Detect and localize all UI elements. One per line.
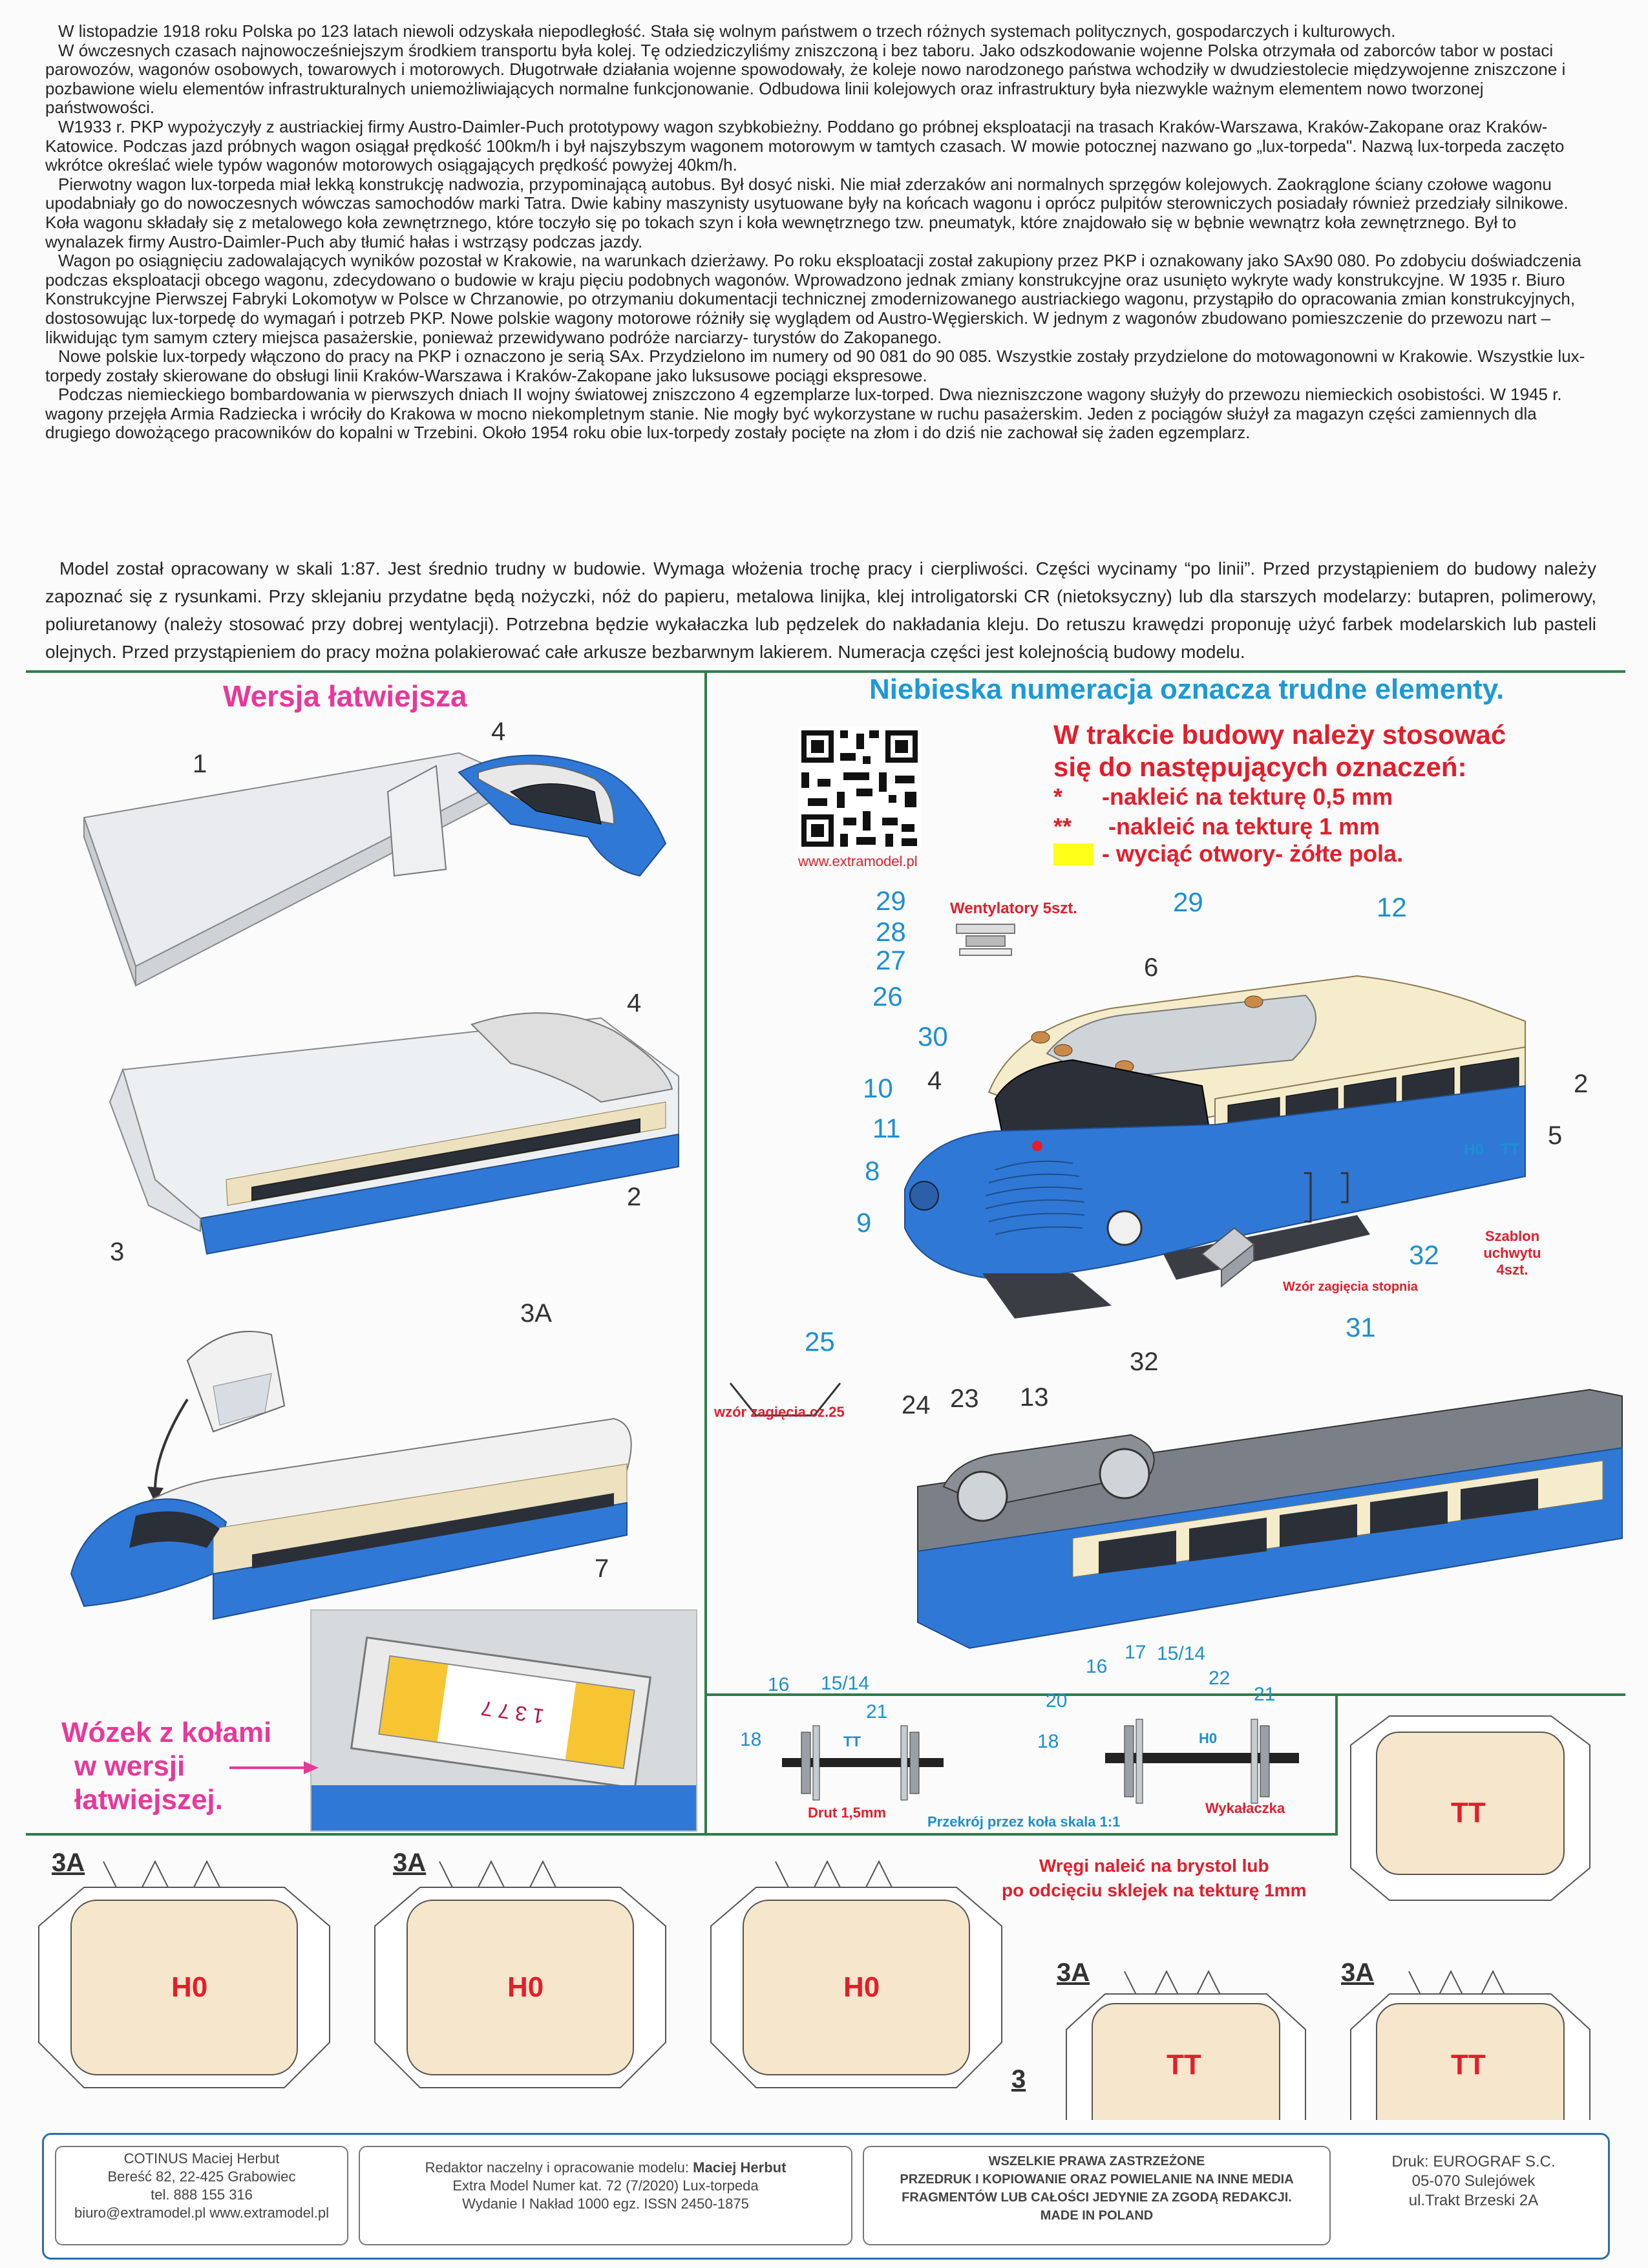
wheel-right-21: 21	[1254, 1684, 1276, 1705]
history-text	[45, 22, 1596, 443]
template-caption: Szablon uchwytu 4szt.	[1483, 1228, 1541, 1278]
qr-code-icon	[798, 727, 921, 850]
card-id: 3A	[1341, 1958, 1375, 1987]
history-paragraph: Nowe polskie lux-torpedy włączono do pracy na PKP i oznaczono je serią SAx. Przydzielono im numery od 90 081 do 90 085. Wszystkie zostały przydzielone do motowagonowni w Krakowie. Wszystkie lux-torpedy zostały skierowane do obsługi linii Kraków-Warszawa i Kraków-Zakopane jako luksusowe pociągi ekspresowe.	[45, 346, 1585, 385]
wheel-right-20: 20	[1046, 1690, 1068, 1712]
cart-number: 1 3 7 7	[480, 1696, 545, 1728]
callout-31: 31	[1346, 1312, 1376, 1342]
wheel-left-21: 21	[866, 1701, 888, 1722]
callout-13: 13	[1020, 1383, 1049, 1412]
card-id: 3A	[1057, 1958, 1090, 1987]
callout-29: 29	[876, 885, 906, 916]
hard-version-title: Niebieska numeracja oznacza trudne elementy.	[869, 673, 1505, 705]
card-label: TT	[1167, 2049, 1201, 2081]
callout-4: 4	[927, 1066, 942, 1095]
wheel-left-tt: TT	[843, 1733, 861, 1750]
callout-32-b: 32	[1409, 1240, 1439, 1270]
part25-bend-caption: wzór zagięcia cz.25	[714, 1404, 845, 1420]
card-label: H0	[843, 1971, 880, 2003]
wire-caption: Drut 1,5mm	[808, 1805, 887, 1821]
history-paragraph: W listopadzie 1918 roku Polska po 123 latach niewoli odzyskała niepodległość. Stała się wolnym państwem o trzech różnych systemach politycznych, gospodarczych i kulturowych.	[58, 21, 1396, 41]
callout-24: 24	[902, 1391, 931, 1419]
wheel-right-h0: H0	[1199, 1730, 1218, 1746]
legend	[1053, 719, 1506, 783]
template-h0: H0	[1464, 1141, 1484, 1158]
card-label: H0	[507, 1971, 544, 2003]
callout-28: 28	[876, 917, 906, 947]
history-paragraph: W1933 r. PKP wypożyczyły z austriackiej firmy Austro-Daimler-Puch prototypowy wagon szybkobieżny. Poddano go próbnej eksploatacji na trasach Kraków-Warszawa, Kraków-Zakopane oraz Kraków-Katowice. Podczas jazd próbnych wagon osiągał prędkość 100km/h i był najszybszym wagonem motorowym w tamtych czasach. W mowie potocznej nazwano go „lux-torpeda". Nazwą lux-torpeda zaczęto wkrótce określać wiele typów wagonów motorowych osiągających prędkość powyżej 40km/h.	[45, 116, 1565, 175]
yellow-swatch	[1053, 843, 1093, 865]
arrow-icon	[229, 1758, 320, 1777]
cart-photo	[310, 1609, 697, 1832]
wheel-left-1514: 15/14	[821, 1673, 870, 1694]
card-id: 3A	[52, 1849, 85, 1877]
footer-printer: Druk: EUROGRAF S.C. 05-070 Sulejówek ul.Trakt Brzeski 2A	[1391, 2153, 1556, 2209]
easy-version-title: Wersja łatwiejsza	[223, 679, 467, 713]
history-paragraph: Podczas niemieckiego bombardowania w pierwszych dniach II wojny światowej zniszczono 4 egzemplarze lux-torped. Dwa niezniszczone wagony służyły do przewozu niemieckich osobistości. W 1945 r. wagony przejęła Armia Radziecka i wróciły do Krakowa w mocno niekompletnym stanie. Nie mogły być wykorzystane w ruchu pasażerskim. Jeden z pociągów służył za magazyn części zamiennych dla drugiego dowożącego pracowników do kopalni w Trzebini. Około 1954 roku obie lux-torpedy zostały pocięte na złom i do dziś nie zachował się żaden egzemplarz.	[45, 385, 1562, 443]
legend-item-3-text: - wyciąć otwory- żółte pola.	[1102, 840, 1404, 867]
callout-32: 32	[1130, 1348, 1159, 1376]
base-sheet-illustration	[84, 753, 511, 966]
legend-item-1: *	[1053, 783, 1063, 810]
toothpick-caption: Wykałaczka	[1205, 1800, 1285, 1816]
wheel-right-16: 16	[1086, 1656, 1108, 1677]
locomotive-illustration	[711, 892, 1629, 1706]
history-paragraph: Wagon po osiągnięciu zadowalających wyników pozostał w Krakowie, na warunkach dzierżawy. Po roku eksploatacji został zakupiony przez PKP i oznakowany jako SAx90 080. Po zdobyciu doświadczenia podczas eksploatacji obcego wagonu, zdecydowano o budowie w kraju pięciu podobnych wagonów. Wprowadzono jednak zmiany konstrukcyjne oraz usunięto wykryte wady konstrukcyjne. W 1935 r. Biuro Konstrukcyjne Pierwszej Fabryki Lokomotyw w Polsce w Chrzanowie, po otrzymaniu dokumentacji technicznej zmodernizowanego austriackiego wagonu, przystąpiło do opracowania zmian konstrukcyjnych, dostosowując lux-torpedę do wymagań i potrzeb PKP. Nowe polskie wagony motorowe różniły się wyglądem od Austro-Węgierskich. W jednym z wagonów zbudowano pomieszczenie do przewozu nart – likwidując tym samym cztery miejsca pasażerskie, ponieważ przewidywano podróże narciarzy- turystów do Zakopanego.	[45, 251, 1581, 347]
callout-2: 2	[1574, 1070, 1589, 1098]
label-part-7: 7	[595, 1554, 609, 1583]
callout-23: 23	[950, 1384, 979, 1413]
callout-25: 25	[805, 1326, 835, 1357]
footer-rights: WSZELKIE PRAWA ZASTRZEŻONE PRZEDRUK I KOPIOWANIE ORAZ POWIELANIE NA INNE MEDIA FRAGMENTÓW LUB CAŁOŚCI JEDYNIE ZA ZGODĄ REDAKCJI. MADE IN POLAND	[863, 2146, 1331, 2245]
legend-item-1-text: -nakleić na tekturę 0,5 mm	[1102, 783, 1393, 810]
callout-8: 8	[865, 1156, 880, 1186]
model-info-paragraph: Model został opracowany w skali 1:87. Jest średnio trudny w budowie. Wymaga włożenia trochę pracy i cierpliwości. Części wycinamy “po linii”. Przed przystąpieniem do budowy należy zapoznać się z rysunkami. Przy sklejaniu przydatne będą nożyczki, nóż do papieru, metalowa linijka, klej introligatorski CR (nietoksyczny) lub dla starszych modelarzy: butapren, polimerowy, poliuretanowy (należy stosować przy dobrej wentylacji). Potrzebna będzie wykałaczka lub pędzelek do nakładania kleju. Do retuszu krawędzi proponuję użyć farbek modelarskich lub pasteli olejnych. Przed przystąpieniem do pracy można polakierować całe arkusze bezbarwnym lakierem. Numeracja części jest kolejnością budowy modelu.	[45, 558, 1596, 662]
wheel-right-22: 22	[1209, 1668, 1231, 1689]
callout-26: 26	[872, 981, 903, 1012]
callout-30: 30	[918, 1021, 948, 1052]
cart-caption: Wózek z kołami w wersji łatwiejszej.	[61, 1717, 272, 1816]
wheel-left-16: 16	[768, 1674, 790, 1695]
history-paragraph: Pierwotny wagon lux-torpeda miał lekką konstrukcję nadwozia, przypominającą autobus. Był dosyć niski. Nie miał zderzaków ani normalnych sprzęgów kolejowych. Zaokrąglone ściany czołowe wagonu upodabniały go do nowoczesnych wówczas samochodów marki Tatra. Dwie kabiny maszynisty usytuowane były na końcach wagonu i oprócz pulpitów sterowniczych posiadały również przedziały silnikowe. Koła wagonu składały się z metalowego koła zewnętrznego, które toczyło się po tokach szyn i koła wewnętrznego tzw. pneumatyk, które znajdowało się w bębnie wewnątrz koła zewnętrznego. Był to wynalazek firmy Austro-Daimler-Puch aby tłumić hałas i wstrząsy podczas jazdy.	[45, 174, 1569, 251]
label-part-3a: 3A	[520, 1299, 552, 1328]
legend-item-2: **	[1053, 813, 1072, 840]
card-label: TT	[1451, 2049, 1486, 2081]
label-part-1: 1	[193, 750, 207, 778]
callout-29-b: 29	[1173, 887, 1203, 917]
legend-title: się do następujących oznaczeń:	[1053, 752, 1467, 782]
label-part-2: 2	[627, 1183, 642, 1211]
callout-10: 10	[863, 1073, 893, 1103]
label-part-3: 3	[110, 1238, 125, 1266]
ribs-instructions: Wręgi nalеić na brystol lub po odcięciu sklejek na tekturę 1mm	[1002, 1856, 1307, 1900]
card-extra-3: 3	[1011, 2065, 1026, 2093]
wheel-right-18: 18	[1037, 1731, 1059, 1752]
step-bend-caption: Wzór zagięcia stopnia	[1283, 1280, 1418, 1294]
card-label: TT	[1451, 1797, 1486, 1828]
callout-6: 6	[1144, 953, 1159, 982]
wheel-right-1514: 15/14	[1157, 1643, 1206, 1664]
section-divider	[26, 670, 1625, 673]
callout-9: 9	[856, 1207, 872, 1238]
callout-5: 5	[1548, 1121, 1563, 1150]
history-paragraph: W ówczesnych czasach najnowocześniejszym środkiem transportu była kolej. Tę odziedziczyliśmy zniszczoną i bez taboru. Jako odszkodowanie wojenne Polska otrzymała od zaborców tabor w postaci parowozów, wagonów osobowych, towarowych i motorowych. Długotrwałe działania wojenne spowodowały, że koleje nowo narodzonego państwa wchodziły w dwudziestolecie międzywojenne zniszczone i pozbawione wielu elementów infrastrukturalnych uniemożliwiających normalne funkcjonowanie. Odbudowa linii kolejowych oraz infrastruktury była niezwykle ważnym elementem nowo tworzonej państwowości.	[45, 40, 1566, 118]
label-part-4-b: 4	[627, 989, 642, 1017]
footer-publisher: COTINUS Maciej Herbut Bereść 82, 22-425 Grabowiec tel. 888 155 316 biuro@extramodel.pl www.extramodel.pl	[55, 2146, 348, 2245]
legend-item-2-text: -nakleić na tekturę 1 mm	[1108, 813, 1380, 840]
template-tt: TT	[1501, 1141, 1520, 1158]
callout-27: 27	[876, 945, 906, 975]
card-id: 3A	[393, 1849, 427, 1877]
card-label: H0	[171, 1971, 208, 2003]
wheel-left-18: 18	[740, 1729, 762, 1750]
fans-label: Wentylatory 5szt.	[950, 900, 1077, 917]
legend-title: W trakcie budowy należy stosować	[1053, 719, 1506, 750]
label-part-4: 4	[491, 717, 506, 746]
model-info-text	[45, 555, 1596, 666]
wheel-section-caption: Przekrój przez koła skala 1:1	[927, 1814, 1121, 1830]
callout-11: 11	[872, 1113, 901, 1143]
wheel-right-17: 17	[1125, 1642, 1146, 1663]
footer-editor: Redaktor naczelny i opracowanie modelu: Maciej Herbut Extra Model Numer kat. 72 (7/2020) Lux-torpeda Wydanie I Nakład 1000 egz. ISSN 2450-1875	[359, 2146, 852, 2245]
callout-12: 12	[1377, 892, 1407, 922]
website-link[interactable]: www.extramodel.pl	[798, 853, 918, 869]
vertical-divider	[704, 672, 707, 1836]
